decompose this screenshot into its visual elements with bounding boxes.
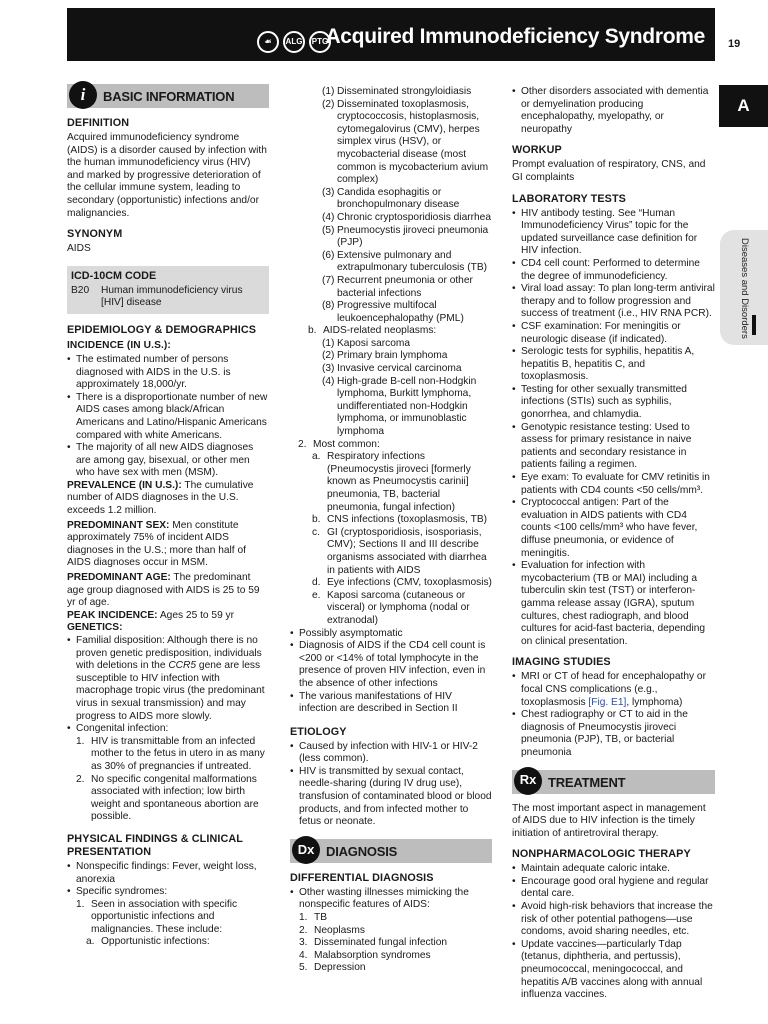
lab-tests-heading: LABORATORY TESTS bbox=[512, 192, 626, 205]
synonym-heading: SYNONYM bbox=[67, 228, 123, 241]
list-item: • CD4 cell count: Performed to determine the degree of immunodeficiency. bbox=[512, 258, 715, 283]
peak-label: PEAK INCIDENCE: bbox=[67, 609, 158, 621]
list-item: (2) Primary brain lymphoma bbox=[322, 350, 448, 362]
etiology-heading: ETIOLOGY bbox=[290, 725, 347, 738]
list-item: (8) Progressive multifocal leukoencephalopathy (PML) bbox=[322, 300, 464, 324]
stethoscope-icon: ☙ bbox=[257, 31, 279, 53]
list-item: (4) High-grade B-cell non-Hodgkin lymphoma, Burkitt lymphoma, undifferentiated non-Hodgkin lymphoma, or immunoblastic lymphoma bbox=[322, 375, 477, 438]
section-marker-bar bbox=[752, 315, 756, 335]
section-side-tab bbox=[720, 230, 768, 345]
sex-label: PREDOMINANT SEX: bbox=[67, 519, 170, 531]
list-item: b. CNS infections (toxoplasmosis, TB) bbox=[312, 514, 488, 526]
list-item: 1. TB bbox=[299, 912, 328, 924]
list-item: (3) Invasive cervical carcinoma bbox=[322, 363, 462, 375]
treatment-heading: TREATMENT bbox=[548, 774, 626, 790]
list-item: 2. No specific congenital malformations associated with infection; low birth weight and spontaneous abortion are possible. bbox=[76, 773, 259, 823]
list-item: • Maintain adequate caloric intake. bbox=[512, 863, 715, 876]
list-item: (6) Extensive pulmonary and extrapulmonary tuberculosis (TB) bbox=[322, 249, 488, 274]
column-3 bbox=[512, 86, 715, 1002]
icd-heading: ICD-10CM CODE bbox=[71, 269, 157, 282]
list-item: • HIV is transmitted by sexual contact, needle-sharing (during IV drug use), transfusion of contaminated blood or blood products, and from infected mother to fetus or neonate. bbox=[290, 766, 492, 829]
diagnosis-heading: DIAGNOSIS bbox=[326, 843, 398, 859]
incidence-list bbox=[67, 354, 269, 480]
neoplasm-heading: b. AIDS-related neoplasms: bbox=[308, 325, 437, 337]
list-item: (4) Chronic cryptosporidiosis diarrhea bbox=[322, 211, 492, 223]
workup-heading: WORKUP bbox=[512, 144, 562, 157]
epidemiology-heading: EPIDEMIOLOGY & DEMOGRAPHICS bbox=[67, 323, 257, 336]
dx-icon: Dx bbox=[292, 836, 320, 864]
list-item: 1. Seen in association with specific opportunistic infections and malignancies. These include: bbox=[76, 898, 238, 935]
diagnosis-bullets bbox=[290, 628, 492, 716]
list-item: • Testing for other sexually transmitted infections (STIs) such as syphilis, gonorrhea, and chlamydia. bbox=[512, 384, 715, 422]
list-item: 2. Neoplasms bbox=[299, 924, 365, 936]
imaging-list bbox=[512, 671, 715, 759]
synonym-text: AIDS bbox=[67, 243, 91, 255]
column-1 bbox=[67, 84, 269, 949]
list-item bbox=[67, 723, 269, 824]
physical-findings-list bbox=[67, 861, 269, 949]
page-header bbox=[67, 8, 715, 61]
basic-info-heading: BASIC INFORMATION bbox=[103, 89, 235, 104]
etiology-list bbox=[290, 741, 492, 829]
list-item: (1) Kaposi sarcoma bbox=[322, 337, 411, 349]
list-item: • There is a disproportionate number of new AIDS cases among black/African Americans and Latino/Hispanic Americans compared with white Americans. bbox=[67, 392, 269, 442]
differential-list bbox=[290, 887, 492, 975]
list-item: • Other disorders associated with dementia or demyelination producing encephalopathy, myelopathy, or neuropathy bbox=[512, 86, 715, 136]
list-item: (3) Candida esophagitis or bronchopulmonary disease bbox=[322, 186, 460, 211]
incidence-heading: INCIDENCE (IN U.S.): bbox=[67, 339, 171, 351]
physical-findings-heading: PHYSICAL FINDINGS & CLINICAL PRESENTATION bbox=[67, 832, 243, 858]
dementia-list bbox=[512, 86, 715, 136]
most-common-heading: 2. Most common: bbox=[298, 438, 380, 450]
list-item: 5. Depression bbox=[299, 962, 366, 974]
list-item: 3. Disseminated fungal infection bbox=[299, 937, 448, 949]
list-item: (2) Disseminated toxoplasmosis, cryptococcosis, histoplasmosis, cytomegalovirus (CMV), herpes simplex virus (HSV), or mycobacterial disease (most common is mycobacterium avium complex) bbox=[322, 98, 489, 186]
list-item: d. Eye infections (CMV, toxoplasmosis) bbox=[312, 577, 492, 589]
rx-icon: Rx bbox=[514, 767, 542, 795]
icd-code-box bbox=[67, 266, 269, 314]
peak-paragraph bbox=[67, 610, 269, 623]
gene-name: CCR5 bbox=[168, 660, 197, 672]
treatment-text: The most important aspect in management of AIDS due to HIV infection is the timely initiation of antiretroviral therapy. bbox=[512, 802, 706, 839]
icd-row bbox=[71, 285, 265, 310]
icd-code: B20 bbox=[71, 284, 90, 296]
list-item: (7) Recurrent pneumonia or other bacterial infections bbox=[322, 274, 473, 299]
differential-items bbox=[299, 912, 492, 975]
prevalence-label: PREVALENCE (IN U.S.): bbox=[67, 479, 182, 491]
imaging-heading: IMAGING STUDIES bbox=[512, 656, 611, 669]
differential-heading: DIFFERENTIAL DIAGNOSIS bbox=[290, 871, 434, 884]
icd-description: Human immunodeficiency virus [HIV] disease bbox=[101, 284, 243, 309]
nonpharm-heading: NONPHARMACOLOGIC THERAPY bbox=[512, 848, 691, 861]
list-item: • Specific syndromes: 1. Seen in association with specific opportunistic infections and malignancies. These include: a. Opportunistic infections: bbox=[67, 886, 269, 949]
page-number: 19 bbox=[728, 38, 741, 50]
list-item: • Serologic tests for syphilis, hepatitis A, hepatitis B, hepatitis C, and toxoplasmosis. bbox=[512, 346, 715, 384]
sex-paragraph bbox=[67, 520, 269, 570]
list-item: a. Opportunistic infections: bbox=[86, 936, 210, 948]
list-item: • Encourage good oral hygiene and regular dental care. bbox=[512, 876, 715, 901]
alg-badge: ALG bbox=[283, 31, 305, 53]
diagnosis-band bbox=[290, 839, 492, 863]
list-item: • Diagnosis of AIDS if the CD4 cell count is <200 or <14% of total lymphocyte in the presence of proven HIV infection, even in the absence of other infections bbox=[290, 640, 492, 690]
list-item: c. GI (cryptosporidiosis, isosporiasis, CMV); Sections II and III describe organisms associated with diarrhea in patients with AIDS bbox=[312, 526, 487, 576]
list-item: • Chest radiography or CT to aid in the diagnosis of Pneumocystis jiroveci pneumonia (PJP), TB, or bacterial pneumonia bbox=[512, 709, 715, 759]
lab-tests-list bbox=[512, 208, 715, 649]
prevalence-text: The cumulative number of AIDS diagnoses in the U.S. exceeds 1.2 million. bbox=[67, 479, 254, 517]
list-item bbox=[67, 635, 269, 723]
definition-text: Acquired immunodeficiency syndrome (AIDS) is a disorder caused by infection with the human immunodeficiency virus (HIV) and marked by progressive deterioration of the cellular immune system, leading to secondary (opportunistic) infections and/or malignancies. bbox=[67, 132, 267, 219]
list-item: • Nonspecific findings: Fever, weight loss, anorexia bbox=[67, 861, 269, 886]
genetics-text: Congenital infection: bbox=[76, 723, 169, 735]
list-item: • Cryptococcal antigen: Part of the evaluation in AIDS patients with CD4 counts <100 cells/mm³ who have fever, diffuse pneumonia, or evidence of meningitis. bbox=[512, 497, 715, 560]
basic-info-band bbox=[67, 84, 269, 108]
list-item: (5) Pneumocystis jiroveci pneumonia (PJP) bbox=[322, 224, 489, 249]
age-label: PREDOMINANT AGE: bbox=[67, 572, 171, 584]
prevalence-paragraph bbox=[67, 480, 269, 518]
list-item: • Genotypic resistance testing: Used to assess for primary resistance in naive patients and secondary resistance in patients failing a regimen. bbox=[512, 422, 715, 472]
list-item: • CSF examination: For meningitis or neurologic disease (if indicated). bbox=[512, 321, 715, 346]
list-item: • The majority of all new AIDS diagnoses are among gay, bisexual, or other men who have sex with men (MSM). bbox=[67, 442, 269, 480]
list-item: 4. Malabsorption syndromes bbox=[299, 949, 431, 961]
list-item: • Other wasting illnesses mimicking the nonspecific features of AIDS: 1. TB 2. Neoplasms 3. Disseminated fungal infection 4. Malabsorption syndromes 5. Depression bbox=[290, 887, 492, 975]
list-item: • Caused by infection with HIV-1 or HIV-2 (less common). bbox=[290, 741, 492, 766]
age-text: The predominant age group diagnosed with AIDS is 25 to 59 yr of age. bbox=[67, 572, 260, 609]
genetics-text: Familial disposition: Although there is no proven genetic predisposition, individuals with deletions in the bbox=[76, 635, 262, 672]
header-codes bbox=[257, 31, 331, 53]
genetics-label: GENETICS: bbox=[67, 622, 123, 634]
list-item: 1. HIV is transmittable from an infected mother to the fetus in utero in as many as 30% of pregnancies if untreated. bbox=[76, 735, 265, 772]
list-item: • Eye exam: To evaluate for CMV retinitis in patients with CD4 counts <50 cells/mm³. bbox=[512, 472, 715, 497]
list-item: a. Respiratory infections (Pneumocystis jiroveci [formerly known as Pneumocystis carinii] pneumonia, TB, bacterial pneumonia, fungal infection) bbox=[312, 451, 471, 513]
ptg-badge: PTG bbox=[309, 31, 331, 53]
nonpharm-list bbox=[512, 863, 715, 1002]
list-item: e. Kaposi sarcoma (cutaneous or visceral) or lymphoma (nodal or extranodal) bbox=[312, 589, 470, 626]
figure-link[interactable]: [Fig. E1] bbox=[588, 696, 627, 708]
peak-text: Ages 25 to 59 yr bbox=[159, 609, 235, 621]
list-item: • The various manifestations of HIV infection are described in Section II bbox=[290, 691, 492, 716]
page-title: Acquired Immunodeficiency Syndrome bbox=[325, 25, 705, 48]
neoplasm-list bbox=[322, 338, 492, 439]
list-item: • Viral load assay: To plan long-term antiviral therapy and to follow progression and success of treatment (i.e., HIV RNA PCR). bbox=[512, 283, 715, 321]
most-common-list bbox=[312, 451, 492, 627]
info-icon: i bbox=[69, 81, 97, 109]
list-item: • Possibly asymptomatic bbox=[290, 628, 492, 641]
age-paragraph bbox=[67, 572, 269, 610]
list-item: • The estimated number of persons diagnosed with AIDS in the U.S. is approximately 18,000/yr. bbox=[67, 354, 269, 392]
list-item: (1) Disseminated strongyloidiasis bbox=[322, 86, 472, 97]
workup-text: Prompt evaluation of respiratory, CNS, and GI complaints bbox=[512, 159, 706, 183]
list-item: • MRI or CT of head for encephalopathy or focal CNS complications (e.g., toxoplasmosis [Fig. E1], lymphoma) bbox=[512, 671, 715, 709]
column-2 bbox=[290, 86, 492, 975]
list-item: • Update vaccines—particularly Tdap (tetanus, diphtheria, and pertussis), pneumococcal, meningococcal, and hepatitis A/B vaccines along with annual influenza vaccines. bbox=[512, 939, 715, 1002]
list-item: • HIV antibody testing. See “Human Immunodeficiency Virus” topic for the updated surveillance case definition for HIV infection. bbox=[512, 208, 715, 258]
section-letter-tab: A bbox=[719, 85, 768, 127]
section-side-label: Diseases and Disorders bbox=[739, 238, 750, 339]
genetics-list bbox=[67, 635, 269, 824]
definition-heading: DEFINITION bbox=[67, 117, 130, 129]
list-item: • Evaluation for infection with mycobacterium (TB or MAI) including a tuberculin skin test (TST) or interferon-gamma release assay (IGRA), sputum cultures, chest radiograph, and blood cultures for acid-fast bacteria, depending on clinical presentation. bbox=[512, 560, 715, 648]
list-item: • Avoid high-risk behaviors that increase the risk of other potential pathogens—use condoms, avoid sharing needles, etc. bbox=[512, 901, 715, 939]
treatment-band bbox=[512, 770, 715, 794]
sex-text: Men constitute approximately 75% of incident AIDS diagnoses in the U.S.; more than half of AIDS diagnoses occur in MSM. bbox=[67, 519, 246, 569]
genetics-text: gene are less susceptible to HIV infection with macrophage tropic virus (the predominant virus in sexual transmission) and may progress to AIDS more slowly. bbox=[76, 660, 265, 722]
opportunistic-infections-list bbox=[322, 86, 492, 325]
